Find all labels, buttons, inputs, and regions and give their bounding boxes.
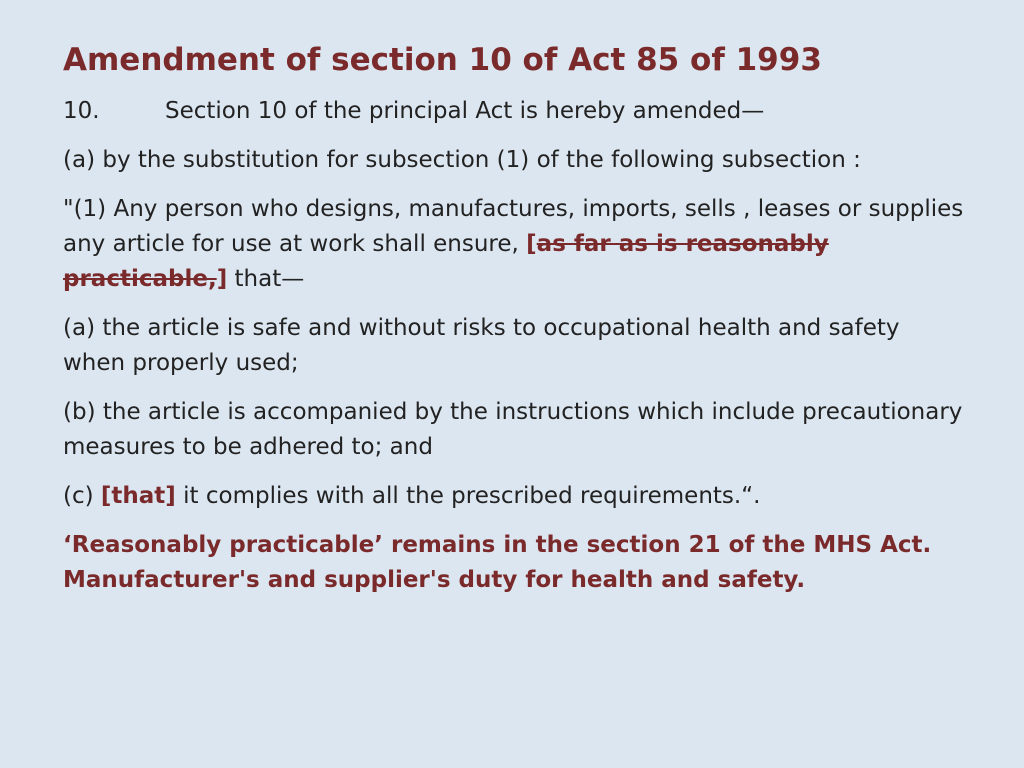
subsection-1 [63, 192, 964, 297]
subsection-1-tail: that— [227, 266, 305, 292]
subsection-1-lead: "(1) Any person who designs, manufactures, imports, sells , leases or supplies any article for use at work shall ensure, [63, 196, 964, 257]
item-c-text: it complies with all the prescribed requirements.“. [175, 483, 761, 509]
intro-text: Section 10 of the principal Act is hereby amended— [165, 98, 765, 124]
intro-paragraph [63, 94, 964, 129]
item-a: (a) the article is safe and without risks to occupational health and safety when properly used; [63, 315, 900, 376]
item-b: (b) the article is accompanied by the instructions which include precautionary measures to be adhered to; and [63, 399, 963, 460]
section-number: 10. [63, 98, 100, 124]
deleted-text: as far as is reasonably practicable, [63, 231, 829, 292]
item-c-label: (c) [63, 483, 101, 509]
inserted-text: [that] [100, 483, 176, 509]
reasonably-practicable-note: ‘Reasonably practicable’ remains in the section 21 of the MHS Act. Manufacturer's and supplier's duty for health and safety. [63, 532, 932, 593]
paragraph-a: (a) by the substitution for subsection (1) of the following subsection : [63, 147, 861, 173]
item-c [63, 479, 964, 514]
slide-title: Amendment of section 10 of Act 85 of 1993 [63, 42, 822, 78]
open-bracket: [ [526, 231, 537, 257]
close-bracket: ] [216, 266, 228, 292]
